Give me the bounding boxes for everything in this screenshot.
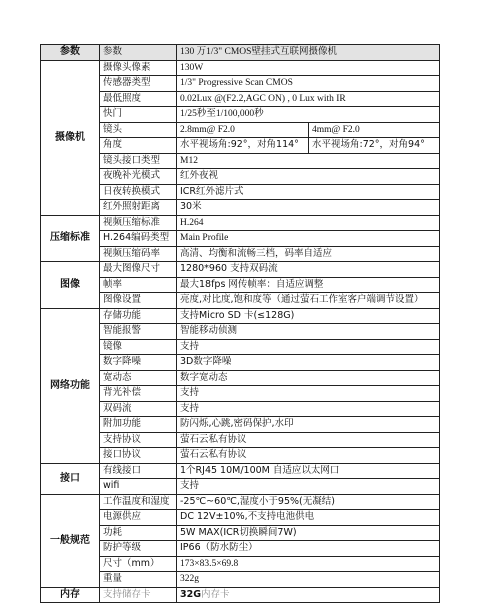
param-value: 5W MAX(ICR切换瞬间7W) bbox=[177, 525, 440, 541]
param-value: 30米 bbox=[177, 200, 440, 216]
param-name: 最大图像尺寸 bbox=[100, 262, 177, 278]
category-camera: 摄像机 bbox=[41, 60, 100, 215]
param-value-angle-a: 水平视场角:92°，对角114° bbox=[177, 138, 309, 154]
param-value: 322g bbox=[177, 572, 440, 588]
param-value-angle-b: 水平视场角:72°，对角94° bbox=[309, 138, 440, 154]
table-row bbox=[41, 246, 440, 262]
header-param-name: 参数 bbox=[100, 45, 177, 61]
param-value bbox=[177, 587, 440, 603]
param-name: 视频压缩标准 bbox=[100, 215, 177, 231]
param-value-lens-b: 4mm@ F2.0 bbox=[309, 122, 440, 138]
category-general: 一般规范 bbox=[41, 494, 100, 587]
param-value-lens-a: 2.8mm@ F2.0 bbox=[177, 122, 309, 138]
param-name: wifi bbox=[100, 479, 177, 495]
table-row bbox=[41, 355, 440, 371]
param-name: 重量 bbox=[100, 572, 177, 588]
table-row bbox=[41, 587, 440, 603]
param-name: 帧率 bbox=[100, 277, 177, 293]
param-name: 摄像头像素 bbox=[100, 60, 177, 76]
category-compression: 压缩标准 bbox=[41, 215, 100, 262]
param-value: 支持 bbox=[177, 401, 440, 417]
param-value: 支持 bbox=[177, 386, 440, 402]
param-name: 功耗 bbox=[100, 525, 177, 541]
param-value: H.264 bbox=[177, 215, 440, 231]
param-name: 接口协议 bbox=[100, 448, 177, 464]
table-row bbox=[41, 60, 440, 76]
table-row bbox=[41, 277, 440, 293]
param-value: 0.02Lux @(F2.2,AGC ON) , 0 Lux with IR bbox=[177, 91, 440, 107]
param-value: 数字宽动态 bbox=[177, 370, 440, 386]
param-name: 快门 bbox=[100, 107, 177, 123]
param-name: 电源供应 bbox=[100, 510, 177, 526]
param-value: DC 12V±10%,不支持电池供电 bbox=[177, 510, 440, 526]
param-value: 最大18fps 网传帧率：自适应调整 bbox=[177, 277, 440, 293]
table-row bbox=[41, 122, 440, 138]
table-row bbox=[41, 107, 440, 123]
param-value: 1/3" Progressive Scan CMOS bbox=[177, 76, 440, 92]
table-row bbox=[41, 308, 440, 324]
param-value: 智能移动侦测 bbox=[177, 324, 440, 340]
param-name: 红外照射距离 bbox=[100, 200, 177, 216]
table-row bbox=[41, 525, 440, 541]
table-row bbox=[41, 417, 440, 433]
table-row bbox=[41, 370, 440, 386]
param-value: ICR红外滤片式 bbox=[177, 184, 440, 200]
table-row bbox=[41, 448, 440, 464]
param-name: 数字降噪 bbox=[100, 355, 177, 371]
table-row bbox=[41, 231, 440, 247]
category-network: 网络功能 bbox=[41, 308, 100, 463]
param-name: 防护等级 bbox=[100, 541, 177, 557]
param-value: 1280*960 支持双码流 bbox=[177, 262, 440, 278]
param-name: 角度 bbox=[100, 138, 177, 154]
spec-table bbox=[40, 44, 440, 603]
param-name: 有线接口 bbox=[100, 463, 177, 479]
table-row bbox=[41, 541, 440, 557]
table-row bbox=[41, 463, 440, 479]
table-row bbox=[41, 169, 440, 185]
table-row bbox=[41, 45, 440, 61]
param-name: 视频压缩码率 bbox=[100, 246, 177, 262]
param-value: M12 bbox=[177, 153, 440, 169]
table-row bbox=[41, 215, 440, 231]
table-row bbox=[41, 386, 440, 402]
param-value: 萤石云私有协议 bbox=[177, 448, 440, 464]
header-model-value: 130 万1/3" CMOS壁挂式互联网摄像机 bbox=[177, 45, 440, 61]
category-interface: 接口 bbox=[41, 463, 100, 494]
param-name: 存储功能 bbox=[100, 308, 177, 324]
param-name: 尺寸（mm） bbox=[100, 556, 177, 572]
memory-size-rest: 内存卡 bbox=[201, 588, 230, 600]
param-value: 3D数字降噪 bbox=[177, 355, 440, 371]
table-row bbox=[41, 200, 440, 216]
param-value: 红外夜视 bbox=[177, 169, 440, 185]
category-memory: 内存 bbox=[41, 587, 100, 603]
param-value: 支持 bbox=[177, 479, 440, 495]
param-name: 附加功能 bbox=[100, 417, 177, 433]
param-name: 背光补偿 bbox=[100, 386, 177, 402]
param-value: -25℃~60℃,湿度小于95%(无凝结) bbox=[177, 494, 440, 510]
param-value: 支持 bbox=[177, 339, 440, 355]
category-image: 图像 bbox=[41, 262, 100, 309]
table-row bbox=[41, 556, 440, 572]
param-name: 支持储存卡 bbox=[100, 587, 177, 603]
table-row bbox=[41, 494, 440, 510]
param-value: 萤石云私有协议 bbox=[177, 432, 440, 448]
param-name: 镜像 bbox=[100, 339, 177, 355]
param-value: 130W bbox=[177, 60, 440, 76]
table-row bbox=[41, 184, 440, 200]
table-row bbox=[41, 324, 440, 340]
param-name: 双码流 bbox=[100, 401, 177, 417]
table-row bbox=[41, 293, 440, 309]
table-row bbox=[41, 401, 440, 417]
param-name: 最低照度 bbox=[100, 91, 177, 107]
param-value: 支持Micro SD 卡(≤128G) bbox=[177, 308, 440, 324]
param-name: 图像设置 bbox=[100, 293, 177, 309]
param-value: 防闪烁,心跳,密码保护,水印 bbox=[177, 417, 440, 433]
param-name: 智能报警 bbox=[100, 324, 177, 340]
table-row bbox=[41, 432, 440, 448]
table-row bbox=[41, 262, 440, 278]
table-row bbox=[41, 339, 440, 355]
table-row bbox=[41, 91, 440, 107]
param-name: 日夜转换模式 bbox=[100, 184, 177, 200]
table-row bbox=[41, 479, 440, 495]
memory-size-bold: 32G bbox=[180, 588, 202, 600]
param-value: Main Profile bbox=[177, 231, 440, 247]
param-value: 亮度,对比度,饱和度等（通过萤石工作室客户端调节设置） bbox=[177, 293, 440, 309]
header-category: 参数 bbox=[41, 45, 100, 61]
param-name: 工作温度和湿度 bbox=[100, 494, 177, 510]
param-name: 传感器类型 bbox=[100, 76, 177, 92]
param-name: 镜头接口类型 bbox=[100, 153, 177, 169]
param-name: 镜头 bbox=[100, 122, 177, 138]
param-name: 支持协议 bbox=[100, 432, 177, 448]
param-value: 高清、均衡和流畅三档，码率自适应 bbox=[177, 246, 440, 262]
table-row bbox=[41, 138, 440, 154]
table-row bbox=[41, 153, 440, 169]
param-name: 夜晚补光模式 bbox=[100, 169, 177, 185]
param-value: 1个RJ45 10M/100M 自适应以太网口 bbox=[177, 463, 440, 479]
param-value: 173×83.5×69.8 bbox=[177, 556, 440, 572]
table-row bbox=[41, 572, 440, 588]
table-row bbox=[41, 76, 440, 92]
param-value: IP66（防水防尘） bbox=[177, 541, 440, 557]
param-name: 宽动态 bbox=[100, 370, 177, 386]
param-value: 1/25秒至1/100,000秒 bbox=[177, 107, 440, 123]
param-name: H.264编码类型 bbox=[100, 231, 177, 247]
table-row bbox=[41, 510, 440, 526]
